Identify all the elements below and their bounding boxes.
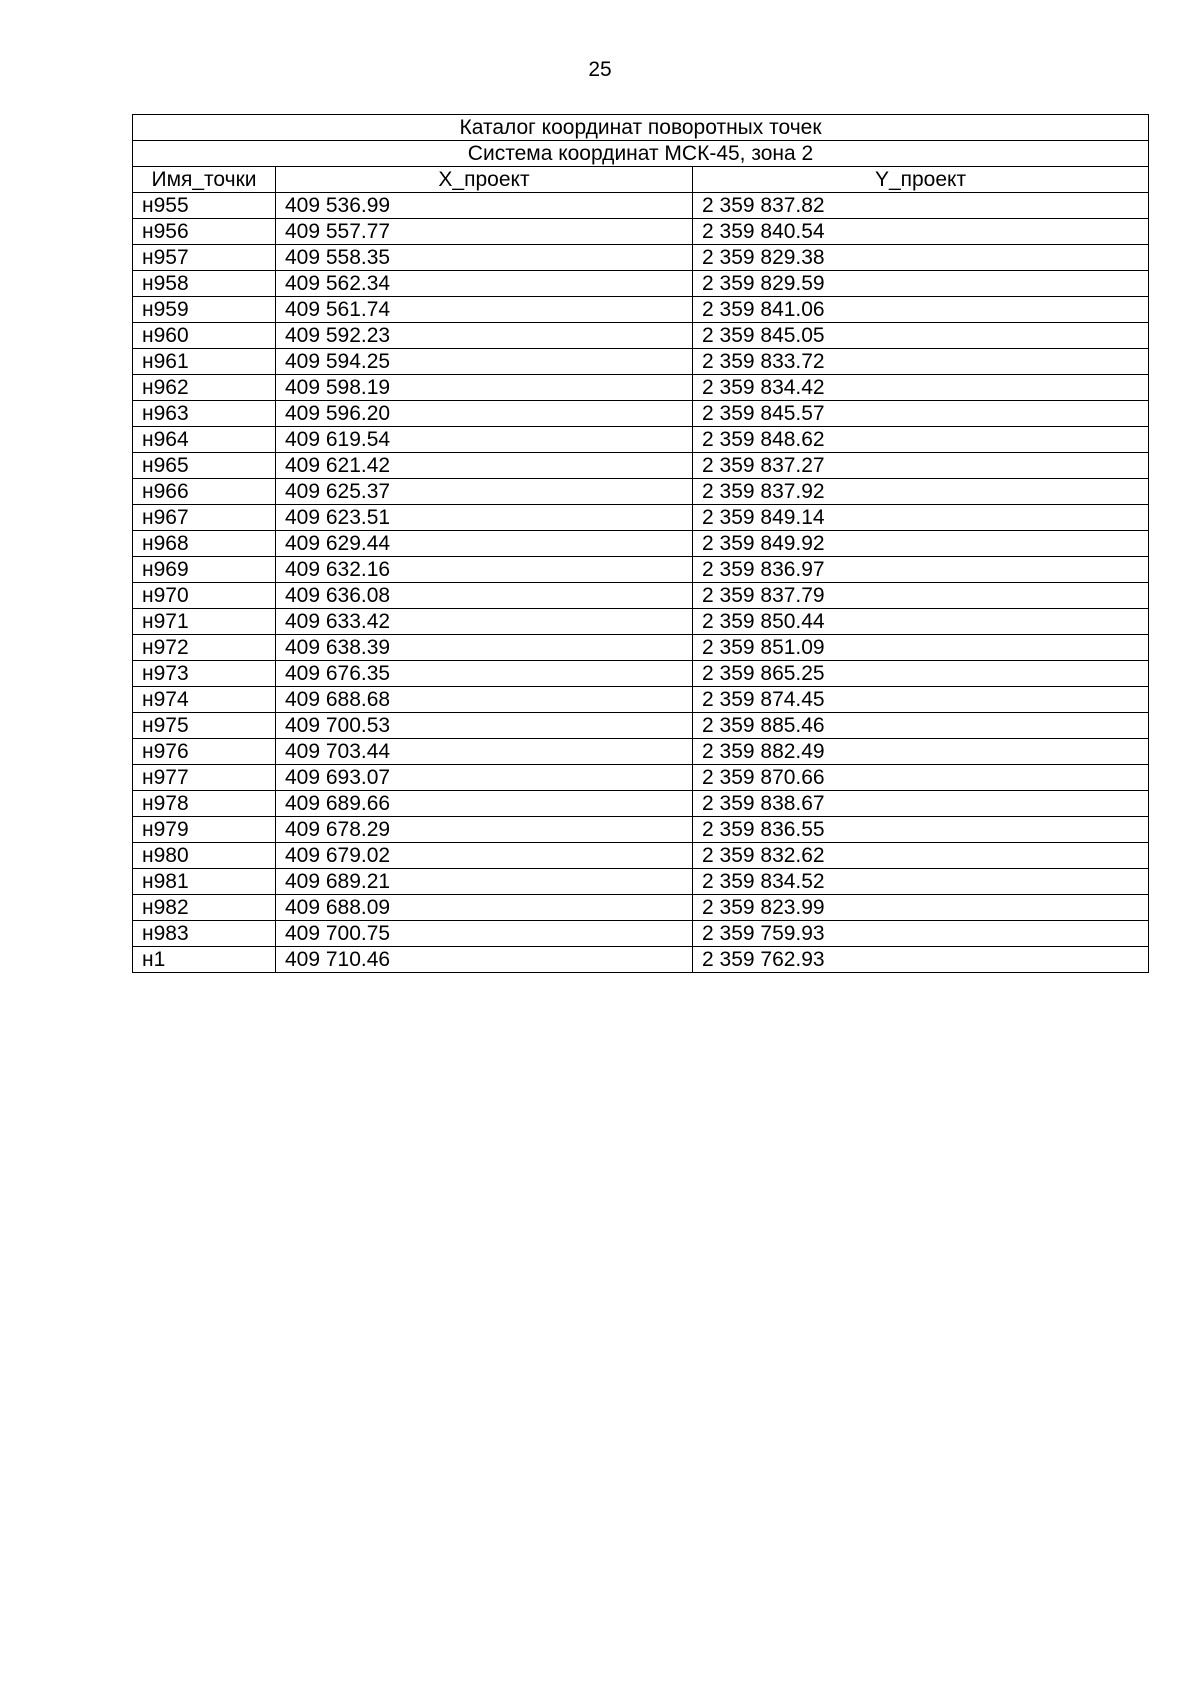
cell-point-name: н982 <box>133 895 276 921</box>
header-point-name: Имя_точки <box>133 167 276 193</box>
table-row <box>133 921 1149 947</box>
cell-y-project: 2 359 849.92 <box>693 531 1149 557</box>
cell-x-project: 409 676.35 <box>276 661 693 687</box>
table-row <box>133 349 1149 375</box>
table-subtitle-row <box>133 141 1149 167</box>
catalog-table-body <box>133 115 1149 973</box>
cell-y-project: 2 359 851.09 <box>693 635 1149 661</box>
cell-y-project: 2 359 834.52 <box>693 869 1149 895</box>
table-row <box>133 843 1149 869</box>
cell-point-name: н972 <box>133 635 276 661</box>
cell-y-project: 2 359 759.93 <box>693 921 1149 947</box>
table-row <box>133 427 1149 453</box>
cell-y-project: 2 359 845.05 <box>693 323 1149 349</box>
cell-point-name: н961 <box>133 349 276 375</box>
cell-x-project: 409 621.42 <box>276 453 693 479</box>
cell-point-name: н964 <box>133 427 276 453</box>
cell-point-name: н971 <box>133 609 276 635</box>
table-row <box>133 661 1149 687</box>
cell-x-project: 409 689.21 <box>276 869 693 895</box>
cell-y-project: 2 359 841.06 <box>693 297 1149 323</box>
cell-y-project: 2 359 840.54 <box>693 219 1149 245</box>
table-row <box>133 193 1149 219</box>
cell-x-project: 409 557.77 <box>276 219 693 245</box>
cell-y-project: 2 359 837.27 <box>693 453 1149 479</box>
cell-x-project: 409 688.68 <box>276 687 693 713</box>
cell-y-project: 2 359 834.42 <box>693 375 1149 401</box>
cell-x-project: 409 636.08 <box>276 583 693 609</box>
cell-point-name: н955 <box>133 193 276 219</box>
cell-point-name: н962 <box>133 375 276 401</box>
table-title-row <box>133 115 1149 141</box>
cell-y-project: 2 359 837.92 <box>693 479 1149 505</box>
cell-point-name: н957 <box>133 245 276 271</box>
cell-x-project: 409 679.02 <box>276 843 693 869</box>
cell-point-name: н960 <box>133 323 276 349</box>
cell-x-project: 409 592.23 <box>276 323 693 349</box>
cell-x-project: 409 633.42 <box>276 609 693 635</box>
cell-x-project: 409 625.37 <box>276 479 693 505</box>
cell-point-name: н956 <box>133 219 276 245</box>
cell-point-name: н966 <box>133 479 276 505</box>
cell-y-project: 2 359 823.99 <box>693 895 1149 921</box>
table-row <box>133 479 1149 505</box>
cell-x-project: 409 598.19 <box>276 375 693 401</box>
table-row <box>133 583 1149 609</box>
table-row <box>133 453 1149 479</box>
table-row <box>133 401 1149 427</box>
table-row <box>133 869 1149 895</box>
coordinate-catalog-table <box>132 114 1149 973</box>
table-row <box>133 947 1149 973</box>
cell-point-name: н965 <box>133 453 276 479</box>
cell-y-project: 2 359 874.45 <box>693 687 1149 713</box>
cell-x-project: 409 623.51 <box>276 505 693 531</box>
cell-point-name: н969 <box>133 557 276 583</box>
cell-x-project: 409 558.35 <box>276 245 693 271</box>
table-row <box>133 505 1149 531</box>
table-row <box>133 609 1149 635</box>
table-row <box>133 687 1149 713</box>
cell-x-project: 409 561.74 <box>276 297 693 323</box>
cell-point-name: н978 <box>133 791 276 817</box>
cell-x-project: 409 688.09 <box>276 895 693 921</box>
cell-x-project: 409 710.46 <box>276 947 693 973</box>
cell-x-project: 409 632.16 <box>276 557 693 583</box>
cell-x-project: 409 703.44 <box>276 739 693 765</box>
table-row <box>133 635 1149 661</box>
cell-y-project: 2 359 836.97 <box>693 557 1149 583</box>
table-row <box>133 323 1149 349</box>
table-row <box>133 895 1149 921</box>
cell-point-name: н976 <box>133 739 276 765</box>
table-row <box>133 791 1149 817</box>
header-x-project: X_проект <box>276 167 693 193</box>
table-row <box>133 271 1149 297</box>
cell-x-project: 409 700.75 <box>276 921 693 947</box>
cell-point-name: н974 <box>133 687 276 713</box>
cell-y-project: 2 359 833.72 <box>693 349 1149 375</box>
table-row <box>133 817 1149 843</box>
table-row <box>133 219 1149 245</box>
cell-point-name: н963 <box>133 401 276 427</box>
table-row <box>133 713 1149 739</box>
cell-point-name: н983 <box>133 921 276 947</box>
cell-y-project: 2 359 865.25 <box>693 661 1149 687</box>
cell-y-project: 2 359 762.93 <box>693 947 1149 973</box>
table-row <box>133 765 1149 791</box>
page-number: 25 <box>588 58 612 81</box>
cell-point-name: н977 <box>133 765 276 791</box>
cell-y-project: 2 359 829.59 <box>693 271 1149 297</box>
cell-y-project: 2 359 845.57 <box>693 401 1149 427</box>
cell-x-project: 409 596.20 <box>276 401 693 427</box>
cell-point-name: н979 <box>133 817 276 843</box>
cell-x-project: 409 678.29 <box>276 817 693 843</box>
cell-point-name: н1 <box>133 947 276 973</box>
header-y-project: Y_проект <box>693 167 1149 193</box>
cell-y-project: 2 359 849.14 <box>693 505 1149 531</box>
cell-y-project: 2 359 848.62 <box>693 427 1149 453</box>
cell-y-project: 2 359 837.82 <box>693 193 1149 219</box>
table-header-row <box>133 167 1149 193</box>
table-subtitle: Система координат МСК-45, зона 2 <box>133 141 1149 167</box>
cell-point-name: н968 <box>133 531 276 557</box>
cell-x-project: 409 638.39 <box>276 635 693 661</box>
table-row <box>133 245 1149 271</box>
cell-y-project: 2 359 885.46 <box>693 713 1149 739</box>
table-row <box>133 375 1149 401</box>
cell-x-project: 409 629.44 <box>276 531 693 557</box>
cell-point-name: н975 <box>133 713 276 739</box>
table-title: Каталог координат поворотных точек <box>133 115 1149 141</box>
cell-x-project: 409 594.25 <box>276 349 693 375</box>
cell-point-name: н973 <box>133 661 276 687</box>
cell-point-name: н981 <box>133 869 276 895</box>
cell-x-project: 409 700.53 <box>276 713 693 739</box>
cell-point-name: н958 <box>133 271 276 297</box>
table-row <box>133 557 1149 583</box>
cell-y-project: 2 359 832.62 <box>693 843 1149 869</box>
cell-point-name: н980 <box>133 843 276 869</box>
cell-y-project: 2 359 837.79 <box>693 583 1149 609</box>
table-row <box>133 739 1149 765</box>
cell-x-project: 409 619.54 <box>276 427 693 453</box>
cell-point-name: н967 <box>133 505 276 531</box>
cell-x-project: 409 536.99 <box>276 193 693 219</box>
cell-y-project: 2 359 870.66 <box>693 765 1149 791</box>
cell-y-project: 2 359 850.44 <box>693 609 1149 635</box>
cell-y-project: 2 359 882.49 <box>693 739 1149 765</box>
cell-x-project: 409 562.34 <box>276 271 693 297</box>
cell-point-name: н970 <box>133 583 276 609</box>
table-row <box>133 297 1149 323</box>
cell-y-project: 2 359 829.38 <box>693 245 1149 271</box>
table-row <box>133 531 1149 557</box>
cell-x-project: 409 693.07 <box>276 765 693 791</box>
cell-y-project: 2 359 836.55 <box>693 817 1149 843</box>
cell-x-project: 409 689.66 <box>276 791 693 817</box>
cell-y-project: 2 359 838.67 <box>693 791 1149 817</box>
cell-point-name: н959 <box>133 297 276 323</box>
